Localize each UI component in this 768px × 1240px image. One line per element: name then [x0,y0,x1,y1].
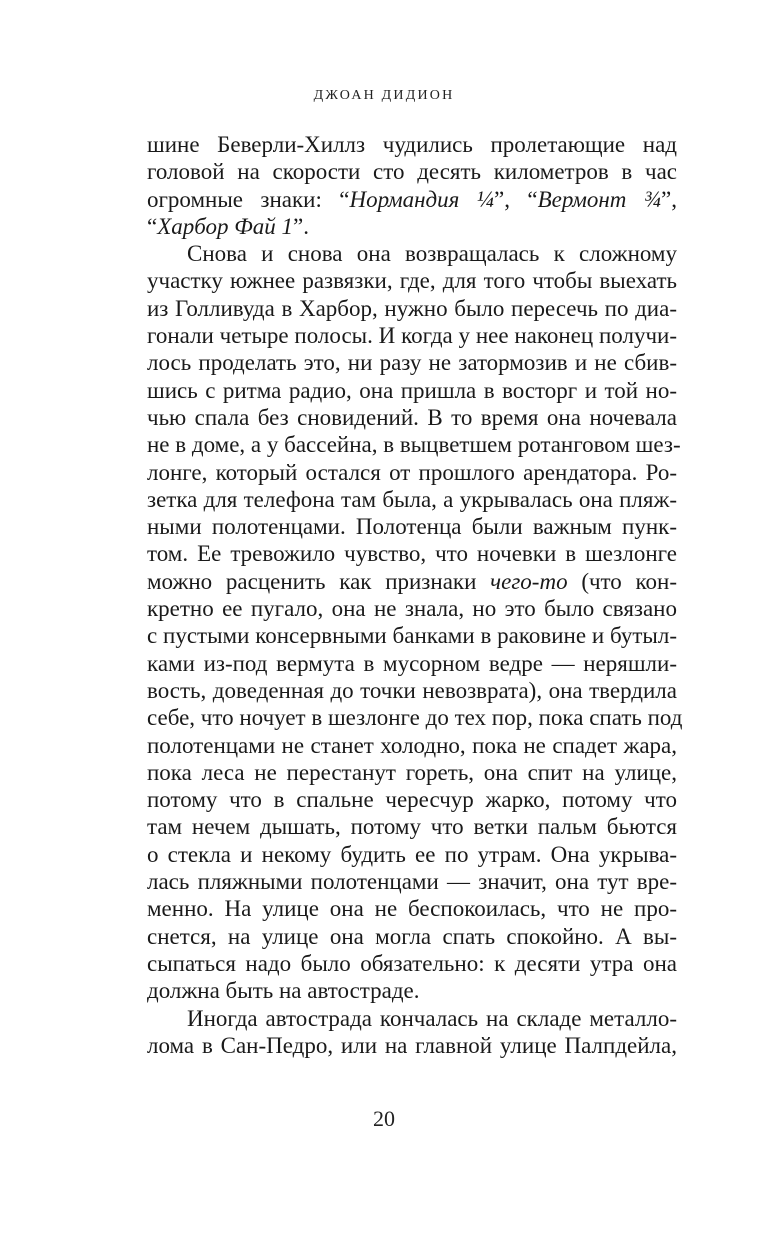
text-line: снется, на улице она могла спать спокойно. А вы- [147,923,677,949]
text-line: гонали четыре полосы. И когда у нее наконец получи- [147,323,677,349]
page-number: 20 [373,1106,395,1131]
text-line: лась пляжными полотенцами — значит, она тут вре- [147,869,677,895]
paragraph-start-line: Снова и снова она возвращалась к сложному [187,241,677,267]
text-line: менно. На улице она не беспокоилась, что не про- [147,896,677,922]
text-line: должна быть на автостраде. [147,978,420,1004]
text-line: из Голливуда в Харбор, нужно было пересечь по диа- [147,295,677,321]
text-line: не в доме, а у бассейна, в выцветшем ротанговом шез- [147,432,681,458]
text-line: огромные знаки: “Нормандия ¼”, “Вермонт ¾”, [147,186,677,212]
text-line: вость, доведенная до точки невозврата), она твердила [147,677,677,703]
text-line: лось проделать это, ни разу не затормозив и не сбив- [147,350,677,376]
text-line: там нечем дышать, потому что ветки пальм бьются [147,814,677,840]
text-line: ками из-под вермута в мусорном ведре — неряшли- [147,650,677,676]
text-line: зетка для телефона там была, а укрывалась она пляж- [147,486,677,512]
text-line: можно расценить как признаки чего-то (что кон- [147,568,678,594]
text-line: головой на скорости сто десять километров в час [147,159,677,185]
text-line: о стекла и некому будить ее по утрам. Она укрыва- [147,841,677,867]
text-line: лома в Сан-Педро, или на главной улице Палпдейла, [147,1032,677,1058]
text-block [147,131,683,1059]
text-line: лонге, который остался от прошлого арендатора. Ро- [147,459,677,485]
paragraph-start-line: Иногда автострада кончалась на складе металло- [187,1005,677,1031]
text-line: шись с ритма радио, она пришла в восторг и той но- [147,377,677,403]
text-line: с пустыми консервными банками в раковине и бутыл- [147,623,677,649]
text-line: кретно ее пугало, она не знала, но это было связано [147,596,677,622]
text-line: сыпаться надо было обязательно: к десяти утра она [147,950,677,976]
text-line: себе, что ночует в шезлонге до тех пор, пока спать под [147,705,683,731]
text-line: пока леса не перестанут гореть, она спит на улице, [147,759,677,785]
text-line: шине Беверли-Хиллз чудились пролетающие над [147,132,677,157]
text-line: чью спала без сновидений. В то время она ночевала [147,404,677,430]
text-line: полотенцами не станет холодно, пока не спадет жара, [147,732,677,758]
text-line: участку южнее развязки, где, для того чтобы выехать [147,268,677,294]
text-line: “Харбор Фай 1”. [147,213,309,239]
running-head: ДЖОАН ДИДИОН [313,88,455,103]
text-line: ными полотенцами. Полотенца были важным пунк- [147,514,677,540]
text-line: потому что в спальне чересчур жарко, потому что [147,787,677,813]
text-line: том. Ее тревожило чувство, что ночевки в шезлонге [147,541,677,567]
